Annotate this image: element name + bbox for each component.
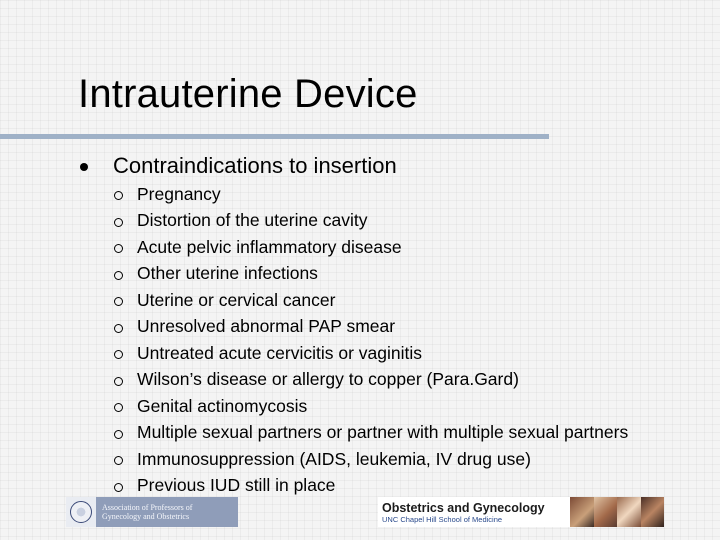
portrait-photo [570,497,594,527]
list-item [114,473,628,500]
list-item [114,287,628,314]
list-item-text: Other uterine infections [137,263,318,284]
list-item [114,314,628,341]
list-item-text: Previous IUD still in place [137,475,336,496]
list-item [114,340,628,367]
list-item-text: Genital actinomycosis [137,395,308,416]
title-underline [0,134,549,139]
apgo-logo-text [96,497,238,527]
hollow-bullet-icon [114,483,123,492]
obgyn-logo-title: Obstetrics and Gynecology [382,500,545,515]
list-item [114,181,628,208]
list-item-text: Immunosuppression (AIDS, leukemia, IV drug use) [137,448,531,469]
main-bullet [80,153,397,179]
contraindications-list [114,181,628,499]
apgo-logo [66,497,238,527]
obgyn-department-logo [378,497,664,527]
portrait-photo [617,497,641,527]
apgo-line1: Association of Professors of [102,503,193,512]
hollow-bullet-icon [114,297,123,306]
list-item-text: Uterine or cervical cancer [137,289,336,310]
list-item-text: Pregnancy [137,183,221,204]
list-item-text: Untreated acute cervicitis or vaginitis [137,342,422,363]
hollow-bullet-icon [114,191,123,200]
list-item-text: Multiple sexual partners or partner with multiple sexual partners [137,422,629,443]
hollow-bullet-icon [114,456,123,465]
list-item-text: Wilson’s disease or allergy to copper (Para.Gard) [137,369,519,390]
hollow-bullet-icon [114,271,123,280]
portrait-photo [594,497,618,527]
list-item [114,367,628,394]
list-item [114,234,628,261]
obgyn-logo-subtitle: UNC Chapel Hill School of Medicine [382,514,503,524]
portrait-photo [641,497,665,527]
hollow-bullet-icon [114,324,123,333]
list-item [114,420,628,447]
hollow-bullet-icon [114,430,123,439]
photo-strip [570,497,664,527]
apgo-line2: Gynecology and Obstetrics [102,512,190,521]
hollow-bullet-icon [114,403,123,412]
list-item [114,446,628,473]
list-item-text: Unresolved abnormal PAP smear [137,316,396,337]
hollow-bullet-icon [114,218,123,227]
list-item-text: Acute pelvic inflammatory disease [137,236,402,257]
filled-bullet-icon [80,163,88,171]
obgyn-logo-text [378,497,570,527]
apgo-seal-icon [66,497,96,527]
list-item [114,393,628,420]
hollow-bullet-icon [114,244,123,253]
hollow-bullet-icon [114,350,123,359]
list-item-text: Distortion of the uterine cavity [137,210,368,231]
main-bullet-text: Contraindications to insertion [113,153,397,178]
list-item [114,208,628,235]
list-item [114,261,628,288]
hollow-bullet-icon [114,377,123,386]
slide-title: Intrauterine Device [78,72,418,116]
